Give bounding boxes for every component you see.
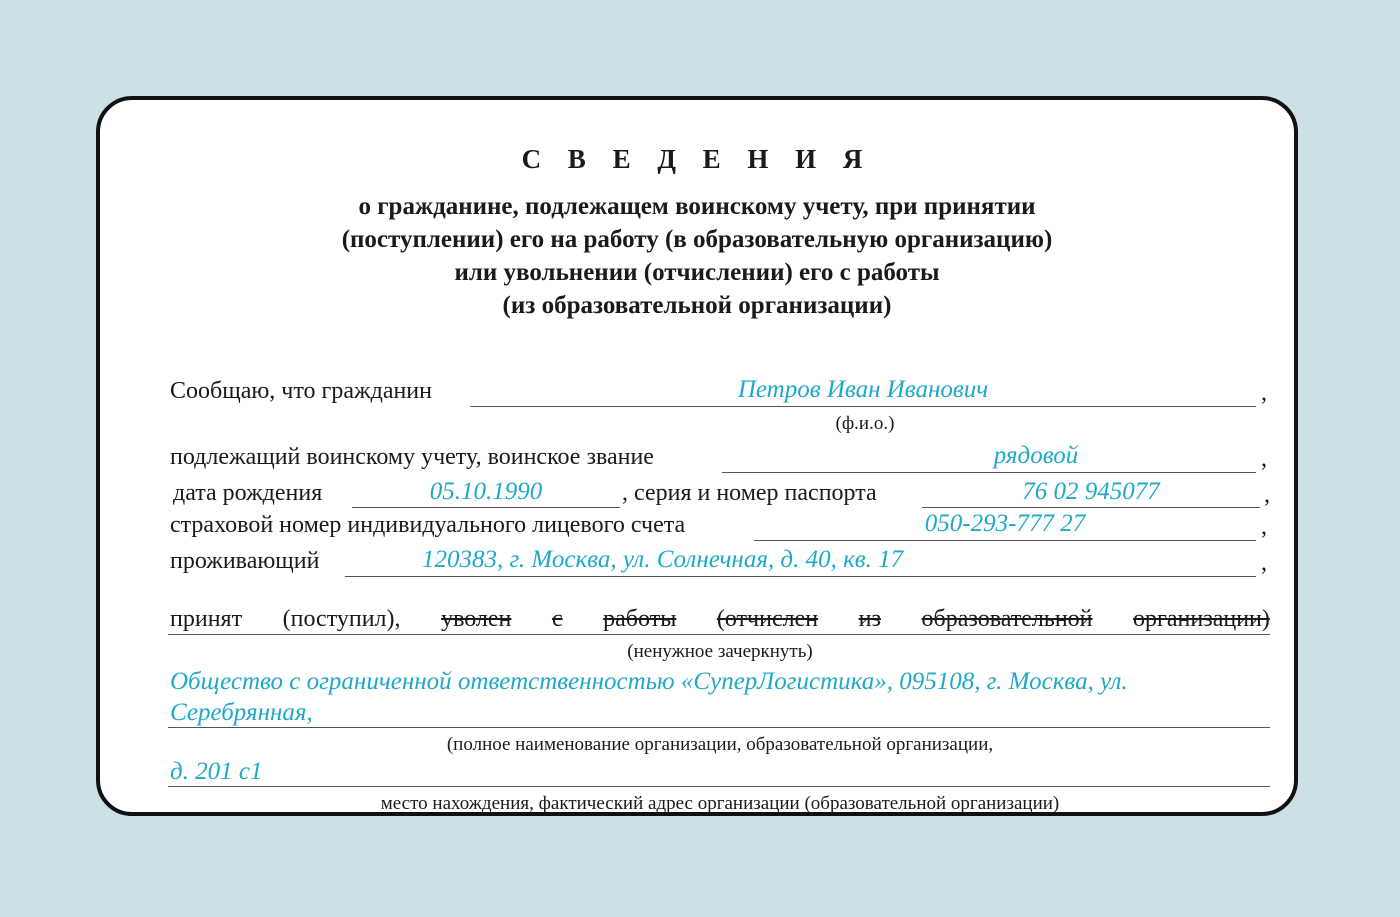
address-value[interactable]: 120383, г. Москва, ул. Солнечная, д. 40, кв. 17 — [422, 546, 904, 573]
status-line — [170, 606, 1270, 633]
address-underline — [345, 576, 1256, 577]
fio-value[interactable]: Петров Иван Иванович — [737, 376, 989, 403]
organization-underline — [168, 727, 1270, 728]
address-comma: , — [1261, 550, 1267, 576]
birth-label: дата рождения — [173, 480, 323, 506]
passport-label: , серия и номер паспорта — [622, 480, 877, 506]
passport-value[interactable]: 76 02 945077 — [1022, 478, 1160, 505]
passport-underline — [922, 507, 1260, 508]
rank-value[interactable]: рядовой — [993, 442, 1079, 469]
fio-hint: (ф.и.о.) — [835, 413, 895, 434]
status-hint: (ненужное зачеркнуть) — [627, 641, 813, 662]
snils-comma: , — [1261, 514, 1267, 540]
address-label: проживающий — [170, 548, 320, 574]
status-struck-word: работы — [603, 606, 677, 632]
organization-hint: (полное наименование организации, образовательной организации, — [446, 734, 994, 755]
rank-underline — [722, 472, 1256, 473]
subtitle-line: (поступлении) его на работу (в образовательную организацию) — [341, 226, 1053, 253]
subtitle-line: о гражданине, подлежащем воинскому учету, при принятии — [358, 193, 1036, 220]
organization-hint2: место нахождения, фактический адрес организации (образовательной организации) — [380, 793, 1060, 814]
rank-comma: , — [1261, 446, 1267, 472]
status-struck-word: с — [551, 606, 563, 632]
birth-underline — [352, 507, 620, 508]
fio-label: Сообщаю, что гражданин — [170, 378, 432, 404]
status-struck-word: организации) — [1133, 606, 1270, 632]
status-struck-word: уволен — [441, 606, 512, 632]
organization-value-line3[interactable]: д. 201 с1 — [170, 758, 263, 785]
passport-comma: , — [1264, 482, 1270, 508]
subtitle-line: (из образовательной организации) — [502, 292, 892, 319]
document-subtitle — [100, 190, 1294, 322]
organization-address-underline — [168, 786, 1270, 787]
status-word: принят — [170, 606, 243, 632]
status-word: (поступил), — [282, 606, 401, 632]
subtitle-line: или увольнении (отчислении) его с работы — [454, 259, 940, 286]
status-struck-word: (отчислен — [716, 606, 819, 632]
status-struck-word: из — [858, 606, 881, 632]
fio-underline — [470, 406, 1256, 407]
status-struck-word: образовательной — [921, 606, 1093, 632]
organization-value-line2[interactable]: Серебрянная, — [170, 699, 313, 726]
organization-value-line1[interactable]: Общество с ограниченной ответственностью «СуперЛогистика», 095108, г. Москва, ул. — [170, 668, 1128, 695]
birth-value[interactable]: 05.10.1990 — [429, 478, 543, 505]
status-underline — [168, 634, 1270, 635]
form-card — [96, 96, 1298, 816]
fio-comma: , — [1261, 380, 1267, 406]
snils-value[interactable]: 050-293-777 27 — [924, 510, 1086, 537]
document-title: С В Е Д Е Н И Я — [521, 144, 873, 174]
snils-label: страховой номер индивидуального лицевого счета — [170, 512, 686, 538]
snils-underline — [754, 540, 1256, 541]
rank-label: подлежащий воинскому учету, воинское звание — [170, 444, 654, 470]
